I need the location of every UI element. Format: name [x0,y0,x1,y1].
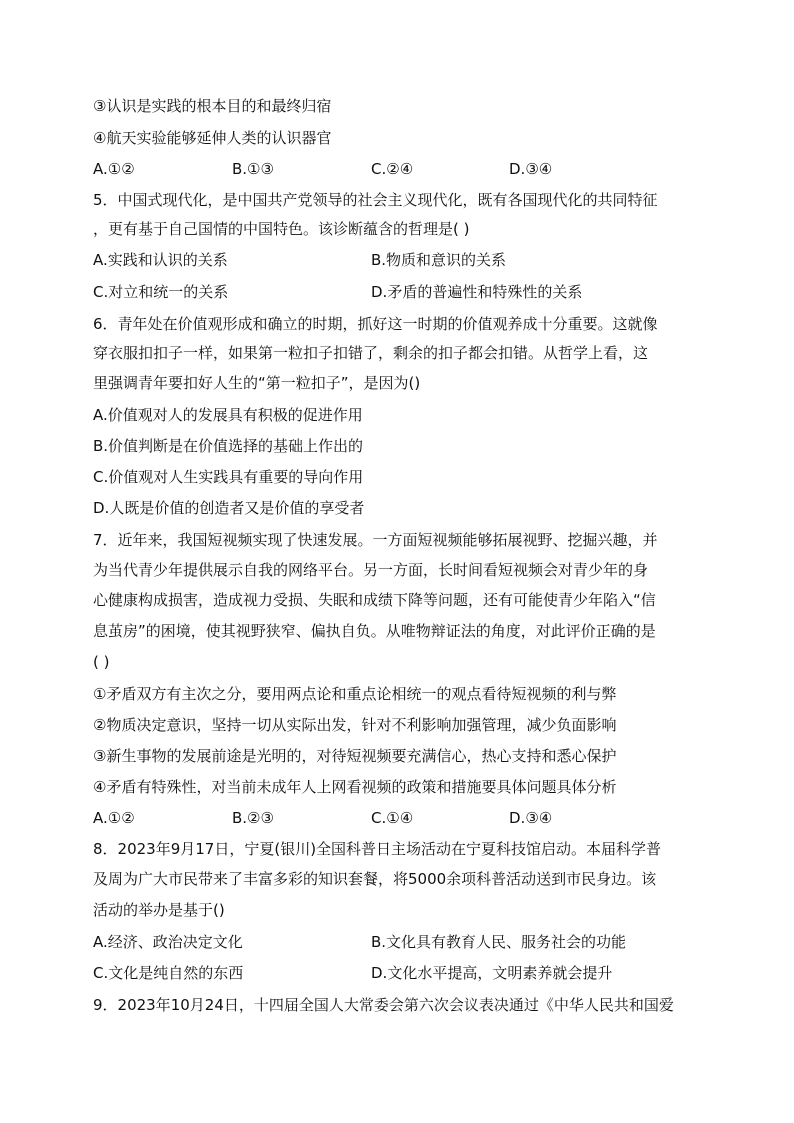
statement-4: ④航天实验能够延伸人类的认识器官 [93,129,332,147]
q7-statement-2: ②物质决定意识，坚持一切从实际出发，针对不利影响加强管理，减少负面影响 [93,716,617,734]
q7-stem-line-4: 息茧房”的困境，使其视野狭窄、偏执自负。从唯物辩证法的角度，对此评价正确的是 [93,622,656,640]
q7-statement-1: ①矛盾双方有主次之分，要用两点论和重点论相统一的观点看待短视频的利与弊 [93,685,617,703]
q4-option-b: B.①③ [232,160,274,178]
q7-stem-line-2: 为当代青少年提供展示自我的网络平台。另一方面，长时间看短视频会对青少年的身 [93,561,649,579]
q7-stem-line-1: 7．近年来，我国短视频实现了快速发展。一方面短视频能够拓展视野、挖掘兴趣，并 [93,531,658,549]
q6-stem-line-2: 穿衣服扣扣子一样，如果第一粒扣子扣错了，剩余的扣子都会扣错。从哲学上看，这 [93,344,649,362]
q5-options-row-2 [93,282,703,302]
q8-option-a: A.经济、政治决定文化 [93,933,243,951]
q5-options-row-1 [93,250,703,270]
q6-option-a: A.价值观对人的发展具有积极的促进作用 [93,406,363,424]
q8-options-row-2 [93,963,703,983]
q7-option-d: D.③④ [509,809,553,827]
q5-option-a: A.实践和认识的关系 [93,251,228,269]
q7-option-c: C.①④ [371,809,414,827]
q7-statement-4: ④矛盾有特殊性，对当前未成年人上网看视频的政策和措施要具体问题具体分析 [93,778,617,796]
q5-stem-line-2: ，更有基于自己国情的中国特色。该诊断蕴含的哲理是( ) [93,220,470,238]
q8-stem-line-3: 活动的举办是基于() [93,901,225,919]
q4-option-a: A.①② [93,160,135,178]
q7-option-b: B.②③ [232,809,274,827]
q9-stem-line-1: 9．2023年10月24日，十四届全国人大常委会第六次会议表决通过《中华人民共和国爱 [93,996,674,1014]
q7-options [93,808,703,828]
q8-option-c: C.文化是纯自然的东西 [93,964,244,982]
q7-stem-line-5: ( ) [93,653,110,671]
q4-option-c: C.②④ [371,160,414,178]
q4-option-d: D.③④ [509,160,553,178]
q5-option-c: C.对立和统一的关系 [93,283,229,301]
q7-option-a: A.①② [93,809,135,827]
q5-option-d: D.矛盾的普遍性和特殊性的关系 [371,283,583,301]
q7-statement-3: ③新生事物的发展前途是光明的，对待短视频要充满信心，热心支持和悉心保护 [93,747,617,765]
q5-stem-line-1: 5．中国式现代化，是中国共产党领导的社会主义现代化，既有各国现代化的共同特征 [93,191,658,209]
q8-option-d: D.文化水平提高，文明素养就会提升 [371,964,613,982]
q6-option-c: C.价值观对人生实践具有重要的导向作用 [93,468,364,486]
q6-stem-line-1: 6．青年处在价值观形成和确立的时期，抓好这一时期的价值观养成十分重要。这就像 [93,315,658,333]
q6-option-d: D.人既是价值的创造者又是价值的享受者 [93,499,365,517]
q7-stem-line-3: 心健康构成损害，造成视力受损、失眠和成绩下降等问题，还有可能使青少年陷入“信 [93,591,656,609]
q8-stem-line-1: 8．2023年9月17日，宁夏(银川)全国科普日主场活动在宁夏科技馆启动。本届科学普 [93,840,662,858]
q6-stem-line-3: 里强调青年要扣好人生的“第一粒扣子”，是因为() [93,374,421,392]
q8-option-b: B.文化具有教育人民、服务社会的功能 [371,933,627,951]
q6-option-b: B.价值判断是在价值选择的基础上作出的 [93,437,364,455]
q8-options-row-1 [93,932,703,952]
q5-option-b: B.物质和意识的关系 [371,251,507,269]
q8-stem-line-2: 及周为广大市民带来了丰富多彩的知识套餐，将5000余项科普活动送到市民身边。该 [93,870,657,888]
statement-3: ③认识是实践的根本目的和最终归宿 [93,97,332,115]
q4-options [93,159,703,179]
